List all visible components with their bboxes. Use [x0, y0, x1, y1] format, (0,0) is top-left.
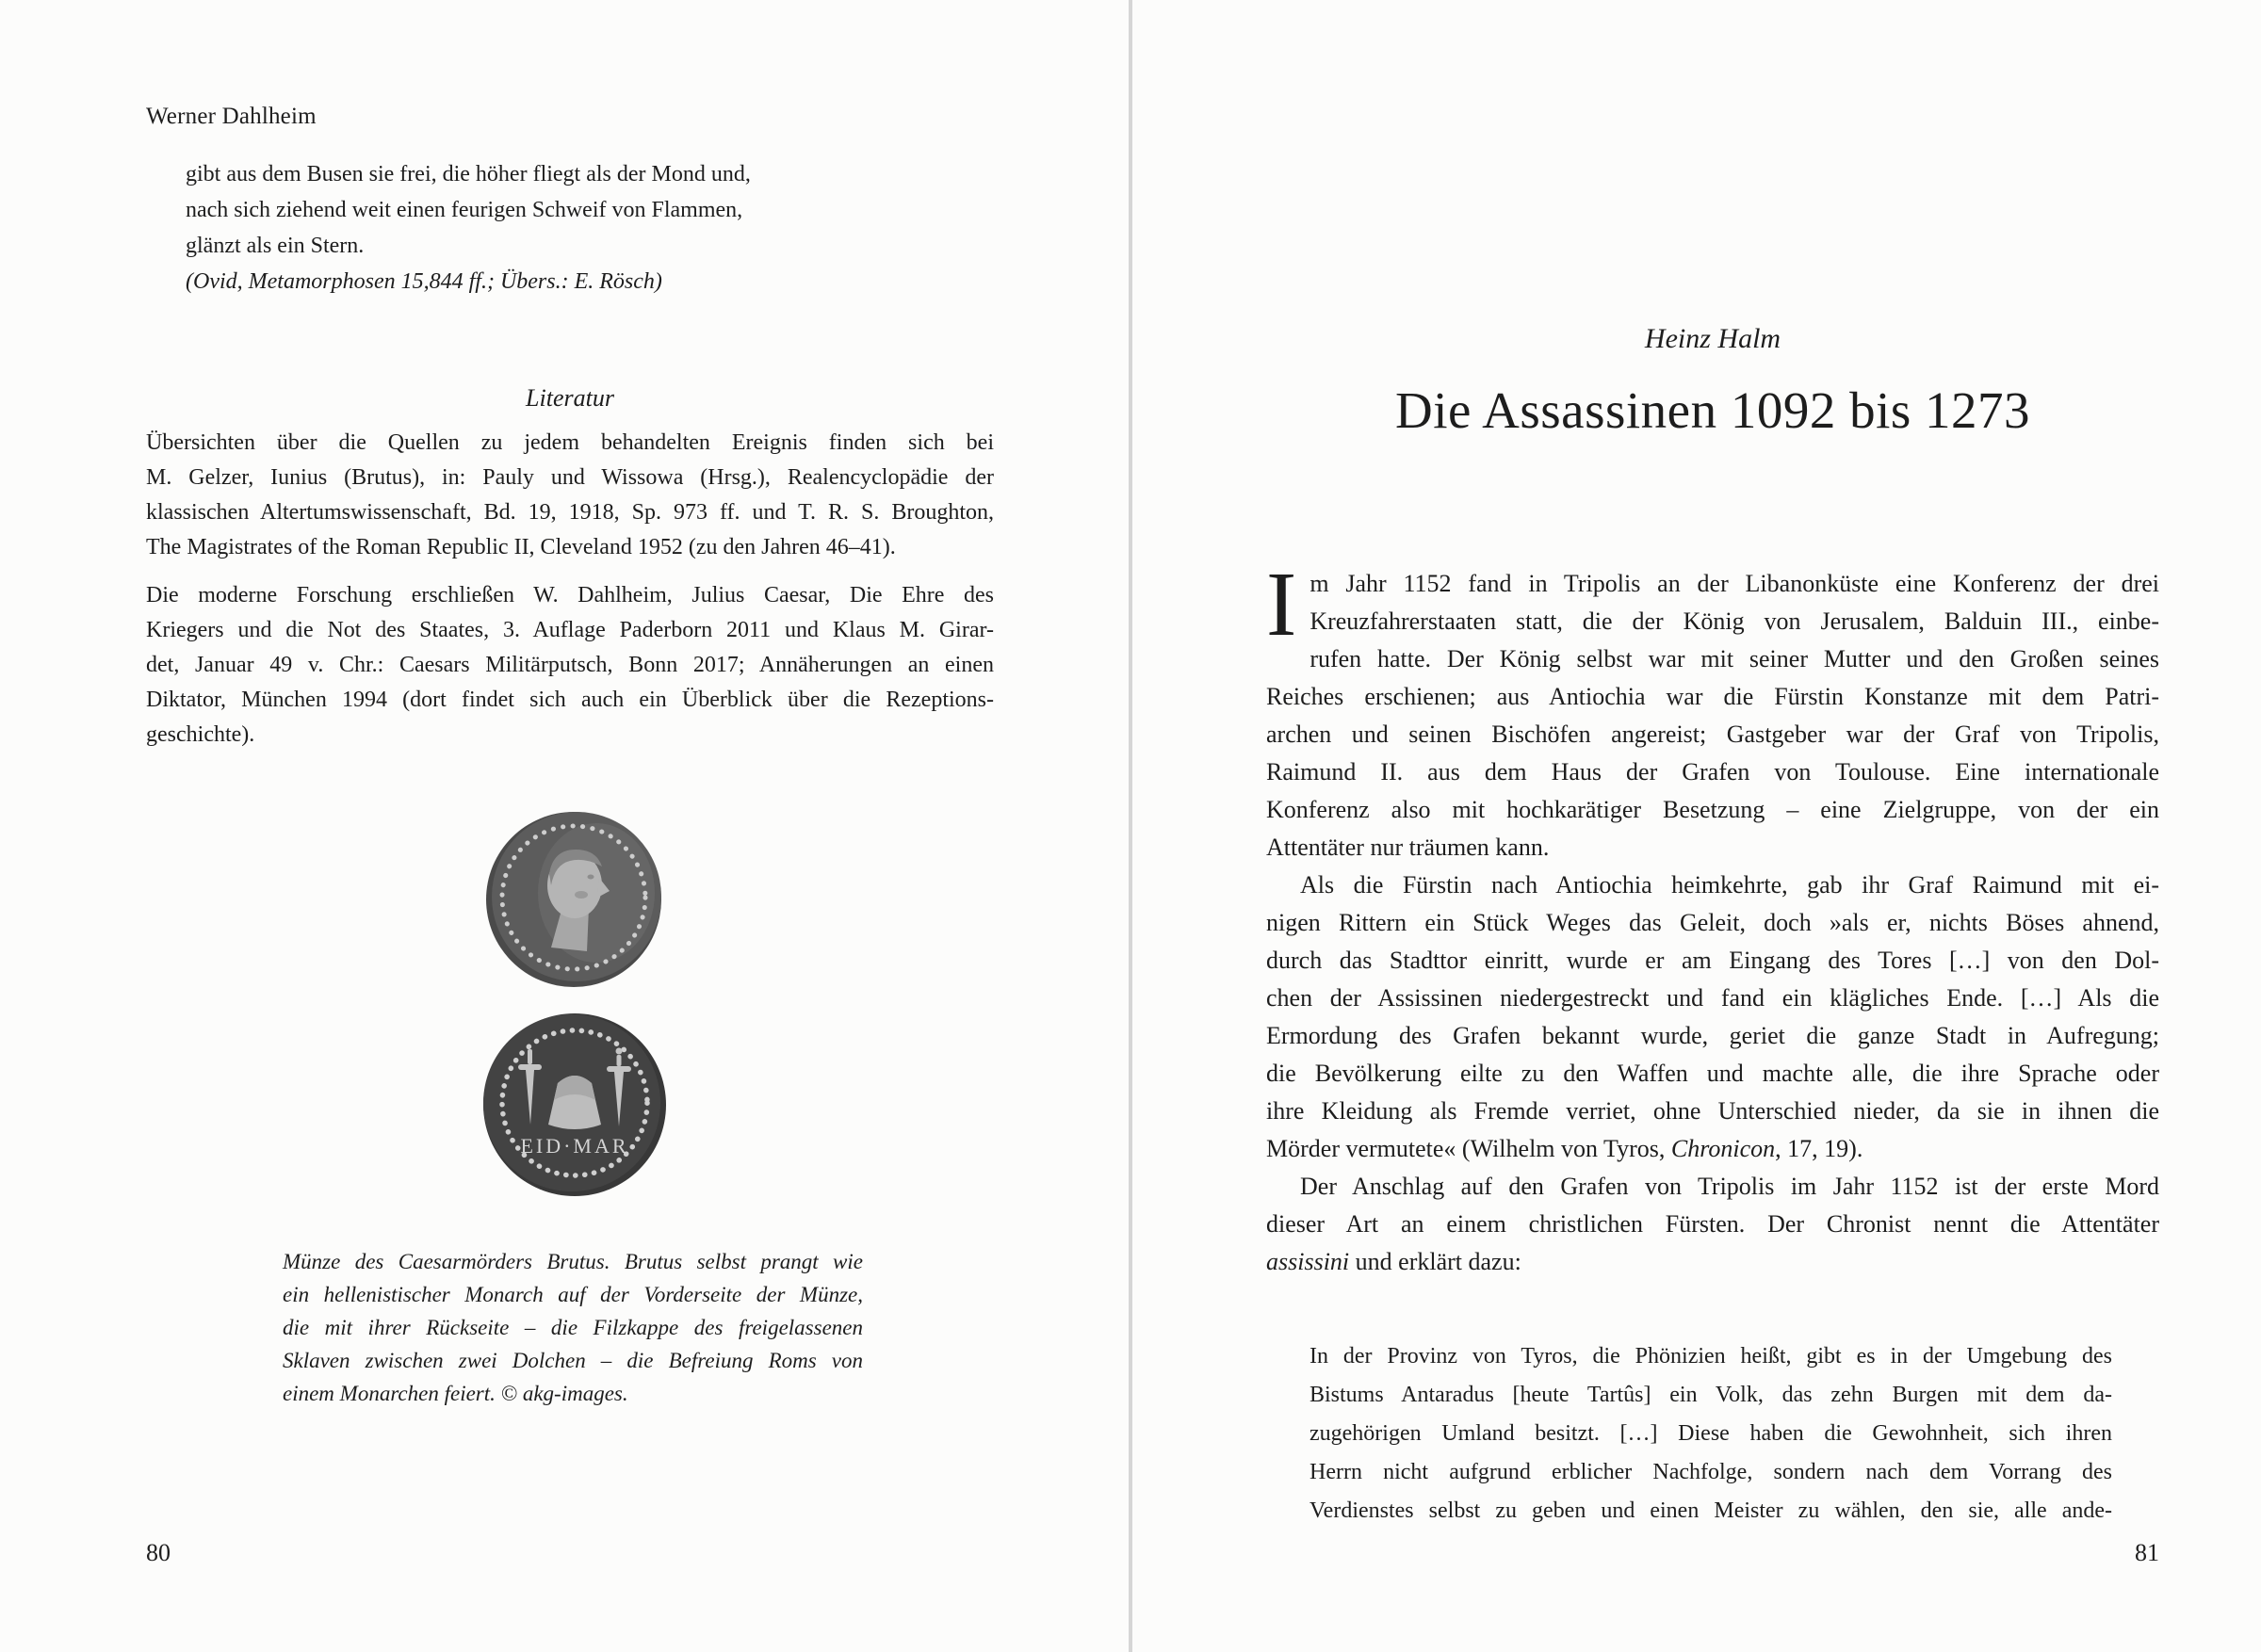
text-line: Herrn nicht aufgrund erblicher Nachfolge, sondern nach dem Vorrang des — [1309, 1460, 2112, 1484]
text-line: dieser Art an einem christlichen Fürsten. Der Chronist nennt die Attentäter — [1266, 1210, 2159, 1238]
literatur-heading: Literatur — [526, 384, 614, 412]
text-line: In der Provinz von Tyros, die Phönizien heißt, gibt es in der Umgebung des — [1309, 1344, 2112, 1369]
brutus-portrait-coin — [483, 808, 664, 989]
text-line: Übersichten über die Quellen zu jedem behandelten Ereignis finden sich bei — [146, 430, 994, 455]
text-line: Konferenz also mit hochkarätiger Besetzung – eine Zielgruppe, von der ein — [1266, 796, 2159, 823]
coin-legend: EID·MAR — [520, 1134, 629, 1158]
page-number-left: 80 — [146, 1539, 171, 1566]
text-line: The Magistrates of the Roman Republic II, Cleveland 1952 (zu den Jahren 46–41). — [146, 535, 896, 559]
text-line: Bistums Antaradus [heute Tartûs] ein Volk, das zehn Burgen mit dem da- — [1309, 1383, 2112, 1407]
text-line: Verdienstes selbst zu geben und einen Meister zu wählen, den sie, alle ande- — [1309, 1498, 2112, 1523]
text-line: chen der Assissinen niedergestreckt und fand ein klägliches Ende. […] Als die — [1266, 984, 2159, 1012]
paragraph-lines — [1266, 554, 2159, 866]
bibliography-paragraph-2 — [146, 578, 994, 753]
text-line: die mit ihrer Rückseite – die Filzkappe des freigelassenen — [283, 1316, 863, 1339]
text-line: Der Anschlag auf den Grafen von Tripolis im Jahr 1152 ist der erste Mord — [1300, 1173, 2159, 1200]
text-line: Die moderne Forschung erschließen W. Dahlheim, Julius Caesar, Die Ehre des — [146, 583, 994, 607]
page-number-right: 81 — [2135, 1539, 2159, 1566]
text-line: durch das Stadttor einritt, wurde er am Eingang des Tores […] von den Dol- — [1266, 947, 2159, 974]
chapter-author: Heinz Halm — [1644, 323, 1781, 354]
coin-caption — [283, 1245, 863, 1410]
text-line: ihre Kleidung als Fremde verriet, ohne Unterschied nieder, da sie in ihnen die — [1266, 1097, 2159, 1125]
text-line: nach sich ziehend weit einen feurigen Schweif von Flammen, — [186, 198, 743, 222]
eid-mar-daggers-coin — [480, 1010, 669, 1198]
coin-obverse-image — [483, 808, 664, 994]
text-line: Münze des Caesarmörders Brutus. Brutus selbst prangt wie — [283, 1250, 863, 1273]
text-line: Sklaven zwischen zwei Dolchen – die Befreiung Roms von — [283, 1349, 863, 1372]
text-line: det, Januar 49 v. Chr.: Caesars Militärputsch, Bonn 2017; Annäherungen an einen — [146, 653, 994, 677]
text-line: archen und seinen Bischöfen angereist; Gastgeber war der Graf von Tripolis, — [1266, 721, 2159, 748]
coin-reverse-image — [480, 1010, 669, 1203]
text-line: einem Monarchen feiert. © akg-images. — [283, 1382, 628, 1405]
text-line: geschichte). — [146, 722, 255, 747]
text-line: Reiches erschienen; aus Antiochia war die Fürstin Konstanze mit dem Patri- — [1266, 683, 2159, 710]
text-line: ein hellenistischer Monarch auf der Vorderseite der Münze, — [283, 1283, 863, 1306]
body-paragraph-2 — [1266, 866, 2159, 1168]
text-line: Attentäter nur träumen kann. — [1266, 834, 1550, 861]
text-line: gibt aus dem Busen sie frei, die höher fliegt als der Mond und, — [186, 162, 751, 186]
poem-source-citation: (Ovid, Metamorphosen 15,844 ff.; Übers.: E. Rösch) — [186, 269, 662, 294]
bibliography-paragraph-1 — [146, 426, 994, 565]
drop-cap: I — [1266, 554, 1297, 655]
text-line: Mörder vermutete« (Wilhelm von Tyros, Chronicon, 17, 19). — [1266, 1135, 1863, 1162]
text-line: zugehörigen Umland besitzt. […] Diese haben die Gewohnheit, sich ihren — [1309, 1421, 2112, 1446]
text-line: M. Gelzer, Iunius (Brutus), in: Pauly und Wissowa (Hrsg.), Realencyclopädie der — [146, 465, 994, 490]
text-line: assissini und erklärt dazu: — [1266, 1248, 1521, 1275]
text-line: die Bevölkerung eilte zu den Waffen und machte alle, die ihre Sprache oder — [1266, 1060, 2159, 1087]
text-line: klassischen Altertumswissenschaft, Bd. 19, 1918, Sp. 973 ff. und T. R. S. Broughton, — [146, 500, 994, 525]
text-line: rufen hatte. Der König selbst war mit seiner Mutter und den Großen seines — [1309, 645, 2159, 672]
poem-lines — [186, 156, 902, 264]
text-line: Kriegers und die Not des Staates, 3. Auflage Paderborn 2011 und Klaus M. Girar- — [146, 618, 994, 642]
body-paragraph-3 — [1266, 1168, 2159, 1281]
text-line: Raimund II. aus dem Haus der Grafen von Toulouse. Eine internationale — [1266, 758, 2159, 786]
book-page-right — [1132, 0, 2261, 1652]
text-line: Als die Fürstin nach Antiochia heimkehrte, gab ihr Graf Raimund mit ei- — [1300, 871, 2159, 899]
book-page-left — [0, 0, 1129, 1652]
block-quote — [1309, 1337, 2112, 1531]
chapter-title: Die Assassinen 1092 bis 1273 — [1395, 381, 2030, 439]
text-line: nigen Rittern ein Stück Weges das Geleit, doch »als er, nichts Böses ahnend, — [1266, 909, 2159, 936]
text-line: Ermordung des Grafen bekannt wurde, geriet die ganze Stadt in Aufregung; — [1266, 1022, 2159, 1049]
text-line: m Jahr 1152 fand in Tripolis an der Libanonküste eine Konferenz der drei — [1309, 570, 2159, 597]
running-head: Werner Dahlheim — [146, 104, 317, 129]
text-line: glänzt als ein Stern. — [186, 234, 365, 258]
body-paragraph-1 — [1266, 554, 2159, 866]
poem-block — [186, 156, 902, 300]
text-line: Kreuzfahrerstaaten statt, die der König von Jerusalem, Balduin III., einbe- — [1309, 607, 2159, 635]
text-line: Diktator, München 1994 (dort findet sich auch ein Überblick über die Rezeptions- — [146, 688, 994, 712]
